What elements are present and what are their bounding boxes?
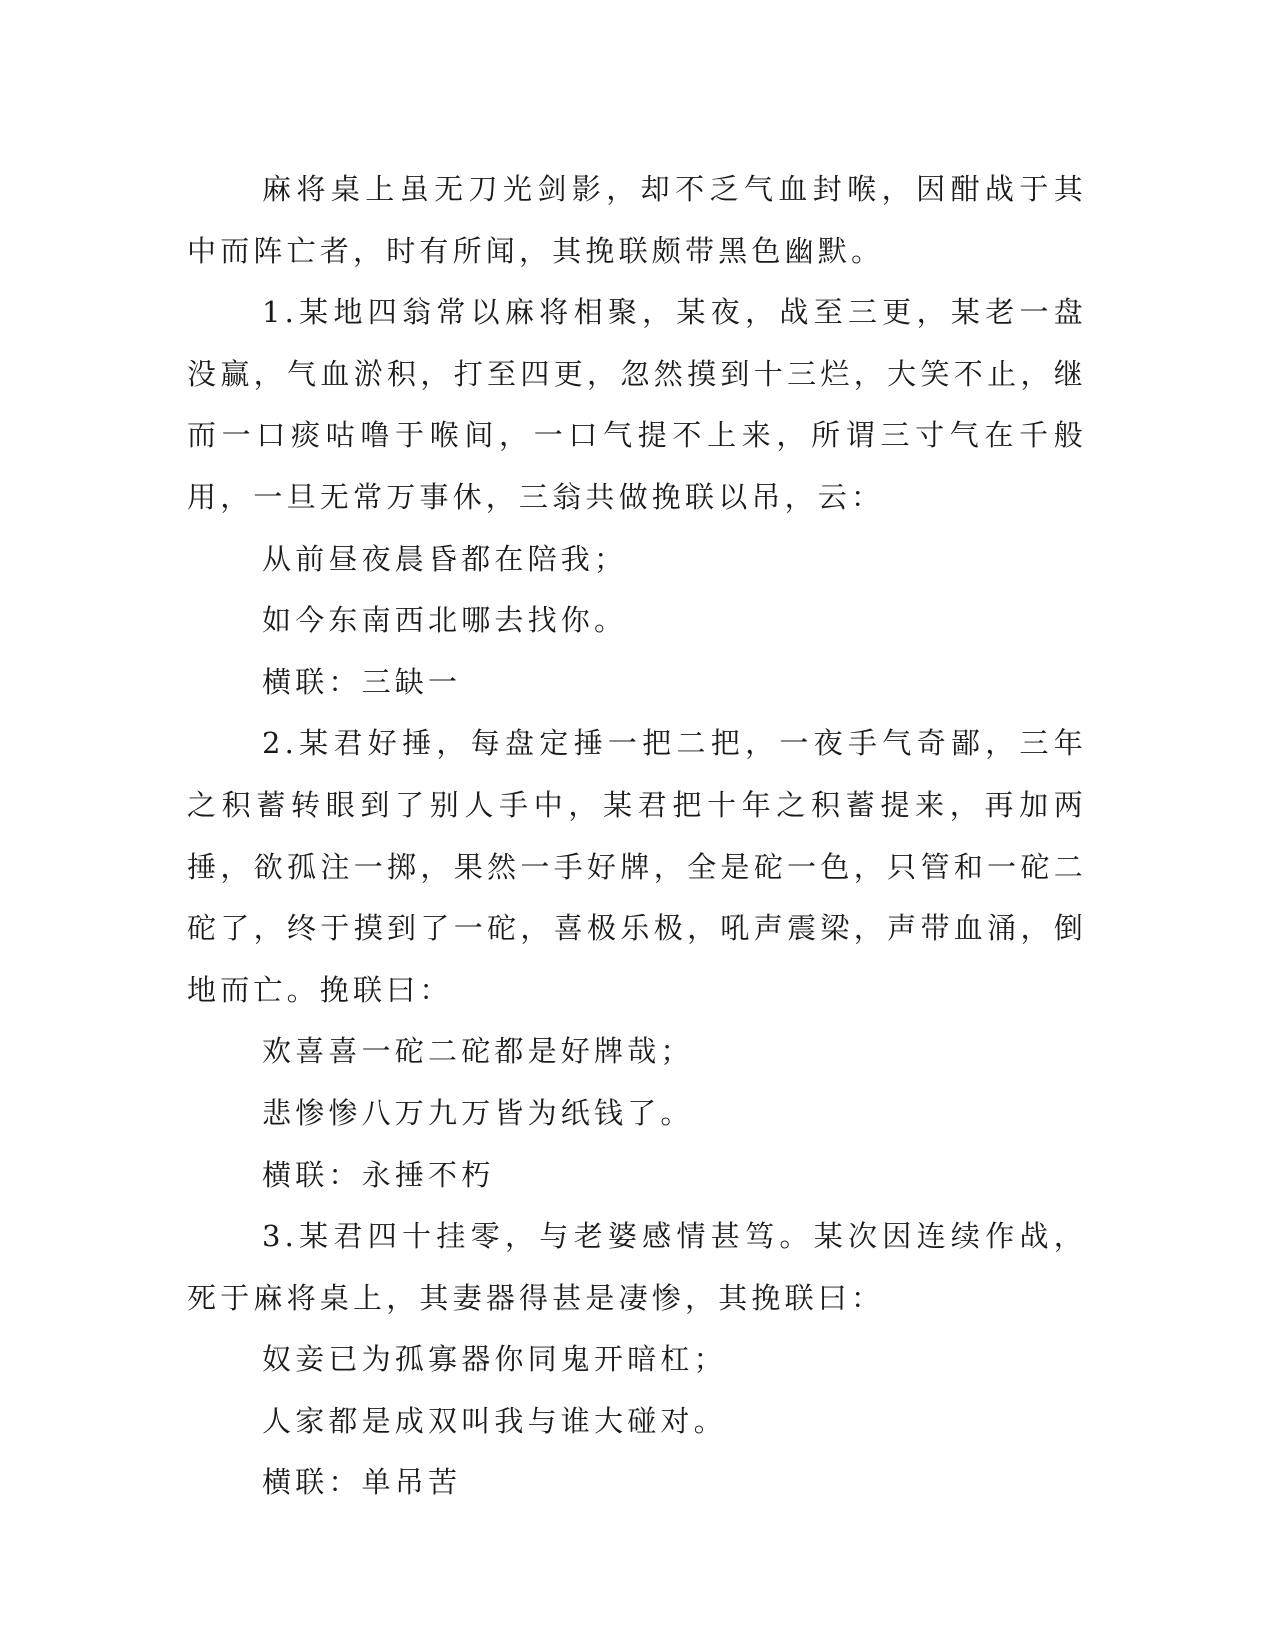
story-3-paragraph: 3.某君四十挂零，与老婆感情甚笃。某次因连续作战，死于麻将桌上，其妻器得甚是凄惨，其挽联曰： bbox=[187, 1219, 1087, 1315]
story-2-horizontal-scroll: 横联：永捶不朽 bbox=[262, 1157, 495, 1192]
story-1-paragraph: 1.某地四翁常以麻将相聚，某夜，战至三更，某老一盘没赢，气血淤积，打至四更，忽然摸到十三烂，大笑不止，继而一口痰咕噜于喉间，一口气提不上来，所谓三寸气在千般用，一旦无常万事休，三翁共做挽联以吊，云： bbox=[187, 295, 1087, 514]
story-3-couplet-lower: 人家都是成双叫我与谁大碰对。 bbox=[262, 1403, 727, 1438]
intro-paragraph: 麻将桌上虽无刀光剑影，却不乏气血封喉，因酣战于其中而阵亡者，时有所闻，其挽联颇带黑色幽默。 bbox=[187, 172, 1087, 268]
story-2-paragraph: 2.某君好捶，每盘定捶一把二把，一夜手气奇鄙，三年之积蓄转眼到了别人手中，某君把十年之积蓄提来，再加两捶，欲孤注一掷，果然一手好牌，全是砣一色，只管和一砣二砣了，终于摸到了一砣，喜极乐极，吼声震梁，声带血涌，倒地而亡。挽联曰： bbox=[187, 726, 1087, 1007]
story-3-couplet-upper: 奴妾已为孤寡器你同鬼开暗杠； bbox=[262, 1342, 727, 1377]
story-1-couplet-lower: 如今东南西北哪去找你。 bbox=[262, 603, 628, 638]
story-3-horizontal-scroll: 横联：单吊苦 bbox=[262, 1465, 462, 1500]
story-2-couplet-lower: 悲惨惨八万九万皆为纸钱了。 bbox=[262, 1095, 694, 1130]
story-2-couplet-upper: 欢喜喜一砣二砣都是好牌哉； bbox=[262, 1034, 694, 1069]
story-1-horizontal-scroll: 横联：三缺一 bbox=[262, 664, 462, 699]
document-body bbox=[187, 159, 1087, 1514]
story-1-couplet-upper: 从前昼夜晨昏都在陪我； bbox=[262, 541, 628, 576]
